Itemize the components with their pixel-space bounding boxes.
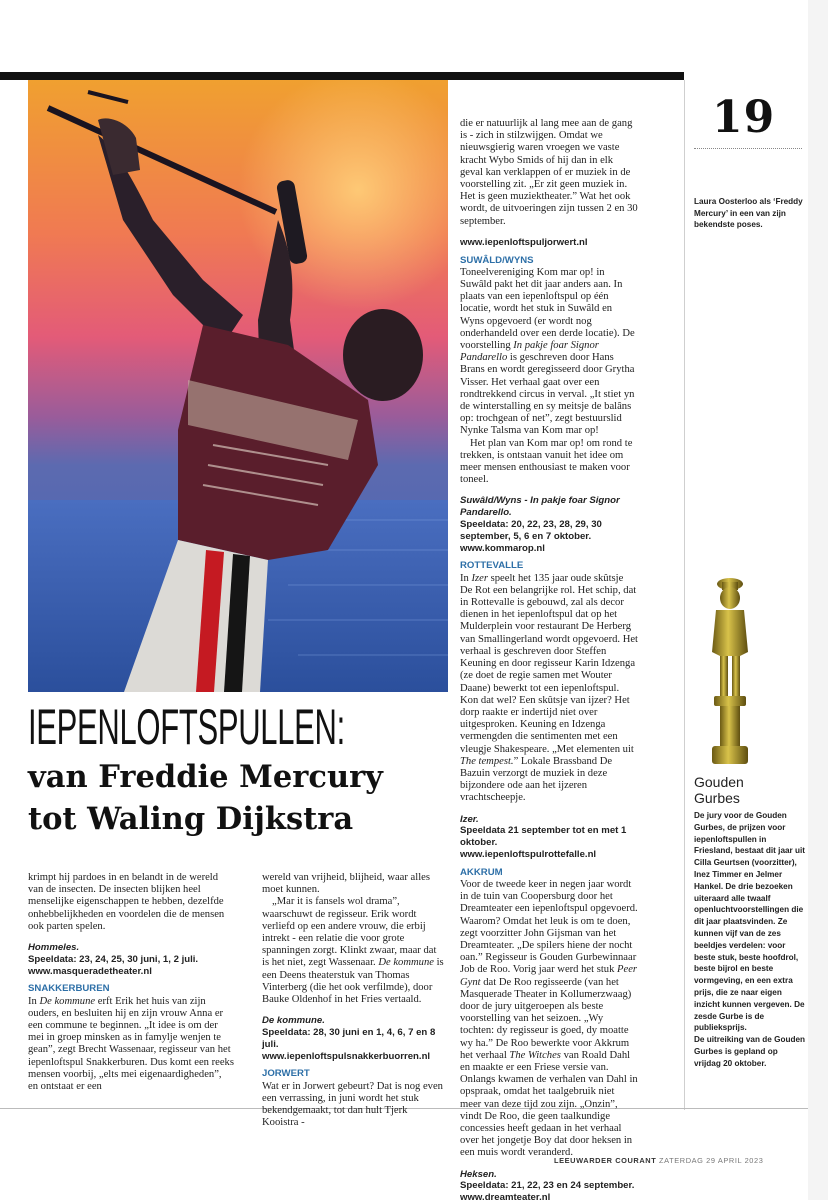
website-link[interactable]: www.iepenloftspulsnakkerbuorren.nl [262,1050,431,1062]
info-dates: Speeldata 21 september tot en met 1 oktober. [460,825,627,849]
sidebar-paragraph: De uitreiking van de Gouden Gurbes is gepland op vrijdag 20 oktober. [694,1035,806,1068]
info-dates: Speeldata: 23, 24, 25, 30 juni, 1, 2 juli. [28,953,199,965]
info-title: Suwâld/Wyns - In pakje foar Signor Pandarello. [460,495,620,519]
section-heading: SUWÂLD/WYNS [460,254,534,266]
website-link[interactable]: www.masqueradetheater.nl [28,965,152,977]
info-dates: Speeldata: 28, 30 juni en 1, 4, 6, 7 en 8 juli. [262,1027,436,1050]
paragraph [28,996,234,1094]
paragraph: Het plan van Kom mar op! om rond te trekken, is ontstaan vanuit het idee om meer mensen enthousiast te maken voor toneel. [460,437,633,486]
paragraph: Wat er in Jorwert gebeurt? Dat is nog even een verrassing, in juni wordt het stuk bekendgemaakt, tot dan hult Tjerk Kooistra - [262,1080,443,1129]
issue-date: ZATERDAG 29 APRIL 2023 [659,1156,764,1165]
paragraph [460,573,638,805]
info-title: Hommeles. [28,942,80,954]
section-heading: ROTTEVALLE [460,560,524,572]
text-column-1 [28,872,234,1093]
section-heading: JORWERT [262,1068,310,1080]
text: In [28,995,40,1007]
headline-line-2: van Freddie Mercury [28,759,383,795]
paragraph: krimpt hij pardoes in en belandt in de wereld van de insecten. De insecten blijken heel menselijke eigenschappen te hebben, dezelfde onhebbelijkheden en voordelen die de mensen ook parten spelen. [28,872,225,932]
website-link[interactable]: www.dreamteater.nl [460,1192,551,1200]
info-dates: Speeldata: 21, 22, 23 en 24 september. [460,1180,635,1192]
website-link[interactable]: www.iepenloftspulrottefalle.nl [460,848,597,860]
info-dates: Speeldata: 20, 22, 23, 28, 29, 30 september, 5, 6 en 7 oktober. [460,519,602,542]
headline-line-3: tot Waling Dijkstra [28,801,354,837]
text: speelt het 135 jaar oude skûtsje De Rot een belangrijke rol. Het schip, dat in Rottevalle is gebouwd, zal als decor dienen in het iepenloftspul dat op het Mulderplein voor restaurant De Herberg van Smallingerland wordt opgevoerd. Het verhaal is geschreven door Steffen Keuning en door regisseur Karin Idzenga (ze doet de regie samen met Wouter Daane) bewerkt tot een iepenloftspul. Kon dat wel? Een skûtsje van ijzer? Het dorp raakte er indertijd niet over uitgesproken. Keuning en Idzenga vermengden die sentimenten met een vleugje Shakespeare. „Met elementen uit [460,572,638,755]
text: is een Deens theaterstuk van Thomas Vinterberg (die het ook verfilmde), door Bauke Oldenhof in het Fries vertaald. [262,957,444,1006]
title-italic: The tempest. [460,755,514,767]
page-right-margin [808,0,828,1200]
title-italic: Izer [471,572,488,584]
sidebar-title-line-1: Gouden [694,774,744,790]
paragraph [460,879,638,1160]
title-italic: In pakje foar Signor Pandarello [460,340,599,364]
title-italic: The Witches [509,1049,561,1061]
sidebar-title [694,774,804,806]
title-italic: De kommune [378,957,434,969]
info-title: De kommune. [262,1015,325,1027]
section-heading: SNAKKERBUREN [28,983,110,995]
headline-line-1: IEPENLOFTSPULLEN: [28,699,345,755]
top-rule [0,72,684,80]
gouden-gurbe-statue-image [700,572,760,768]
page-footer [554,1156,763,1165]
info-title: Izer. [460,813,479,825]
text: „Mar it is fansels wol drama”, waarschuwt de regisseur. Erik wordt verliefd op een andere vrouw, die erbij intrekt - een relatie die voor grote spanningen zorgt. Klinkt zwaar, maar dat is het niet, zegt Wassenaar. [262,896,437,969]
photo-caption: Laura Oosterloo als ‘Freddy Mercury’ in een van zijn bekendste poses. [694,197,803,230]
website-link[interactable]: www.iepenloftspuljorwert.nl [460,236,588,248]
hero-photo [28,80,448,692]
text: erft Erik het huis van zijn ouders, en besluiten hij en zijn vrouw Anna er een commune te beginnen. „It idee is om der mei in groep minsken as in famylje wenjen te gean”, zegt Brecht Wassenaar, regisseur van het iepenloftspul Snakkerburen. Dus komt een reeks mensen voorbij, „elts mei eigenaardigheden”, en ontstaat er een [28,995,234,1093]
info-title: Heksen. [460,1168,497,1180]
newspaper-name: LEEUWARDER COURANT [554,1156,657,1165]
text: Toneelvereniging Kom mar op! in Suwâld pakt het dit jaar anders aan. In plaats van een iepenloftspul op één locatie, wordt het stuk in Suwâld en Wyns opgevoerd (er wordt nog onderhandeld over een derde locatie). De voorstelling [460,266,635,352]
paragraph [460,267,638,438]
title-italic: De kommune [39,995,96,1007]
dotted-separator [694,148,802,149]
sidebar-title-line-2: Gurbes [694,790,740,806]
sidebar-paragraph: De jury voor de Gouden Gurbes, de prijzen voor iepenloftspullen in Friesland, bestaat dit jaar uit Cilla Geurtsen (voorzitter), Inez Timmer en Jelmer Hankel. De drie bezoeken uiteraard alle twaalf openluchtvoorstellingen die dit jaar plaatsvinden. Ze kunnen vijf van de zes beeldjes verdelen: voor beste stuk, beste hoofdrol, beste bijrol en beste vormgeving, en een extra prijs, die ze naar eigen inzicht kunnen vergeven. De zesde Gurbe is de publieksprijs. [694,811,806,1033]
website-link[interactable]: www.kommarop.nl [460,542,545,554]
text: In [460,572,472,584]
text-column-3 [460,118,638,1200]
page-top-margin [0,0,828,74]
section-heading: AKKRUM [460,866,503,878]
text-column-2 [262,872,444,1129]
article-headline [28,700,448,838]
sidebar-body [694,810,806,1070]
paragraph: die er natuurlijk al lang mee aan de gang is - zich in stilzwijgen. Omdat we nieuwsgierig waren vroegen we vaste kracht Wybo Smids of hij dan in elk geval kan verklappen of er muziek in de voorstelling zit. „Er zit geen muziek in. Het is geen muziektheater.” Wat het ook wordt, de uitvoeringen zijn tussen 2 en 30 september. [460,118,638,227]
text: is geschreven door Hans Brans en wordt geregisseerd door Grytha Visser. Het verhaal gaat over een rondtrekkend circus in verval. „It stiet yn de winterstalling en sy meitsje de balâns op: trochgean of net”, zegt bestuurslid Nynke Talsma van Kom mar op! [460,352,635,437]
column-divider [684,80,685,1110]
text: dat De Roo regisseerde (van het Masquerade Theater in Kollumerzwaag) door de jury uitgeroepen als beste voorstelling van het seizoen. „Wy tochten: dy regisseur is goed, dy moatte wy ha.” De Roo bewerkte voor Akkrum het verhaal [460,976,632,1061]
text: van Roald Dahl en maakte er een Friese versie van. Onlangs kwamen de verhalen van Dahl in opspraak, omdat het taalgebruik niet meer van deze tijd zou zijn. „Onzin”, vindt De Roo, die geen taalkundige concessies heeft gedaan in het verhaal over het jongetje Boy dat door heksen in een muis wordt veranderd. [460,1049,638,1159]
text: Voor de tweede keer in negen jaar wordt in de tuin van Coopersburg door het Dreamteater een iepenloftspul opgevoerd. Waarom? Omdat het leuk is om te doen, zegt voorzitter John Gijsman van het Dreamteater. „De spilers hiene der nocht oan.” Regisseur is Gouden Gurbewinnaar Job de Roo. Vorig jaar werd het stuk [460,878,638,976]
title-italic: Peer Gynt [460,964,638,988]
paragraph: wereld van vrijheid, blijheid, waar alles moet kunnen. [262,872,430,896]
text: ” Lokale Brassband De Bazuin verzorgt de muziek in deze bijzondere ode aan het ijzeren vrachtscheepje. [460,755,613,804]
page-number: 19 [712,92,776,143]
paragraph [262,896,444,1006]
